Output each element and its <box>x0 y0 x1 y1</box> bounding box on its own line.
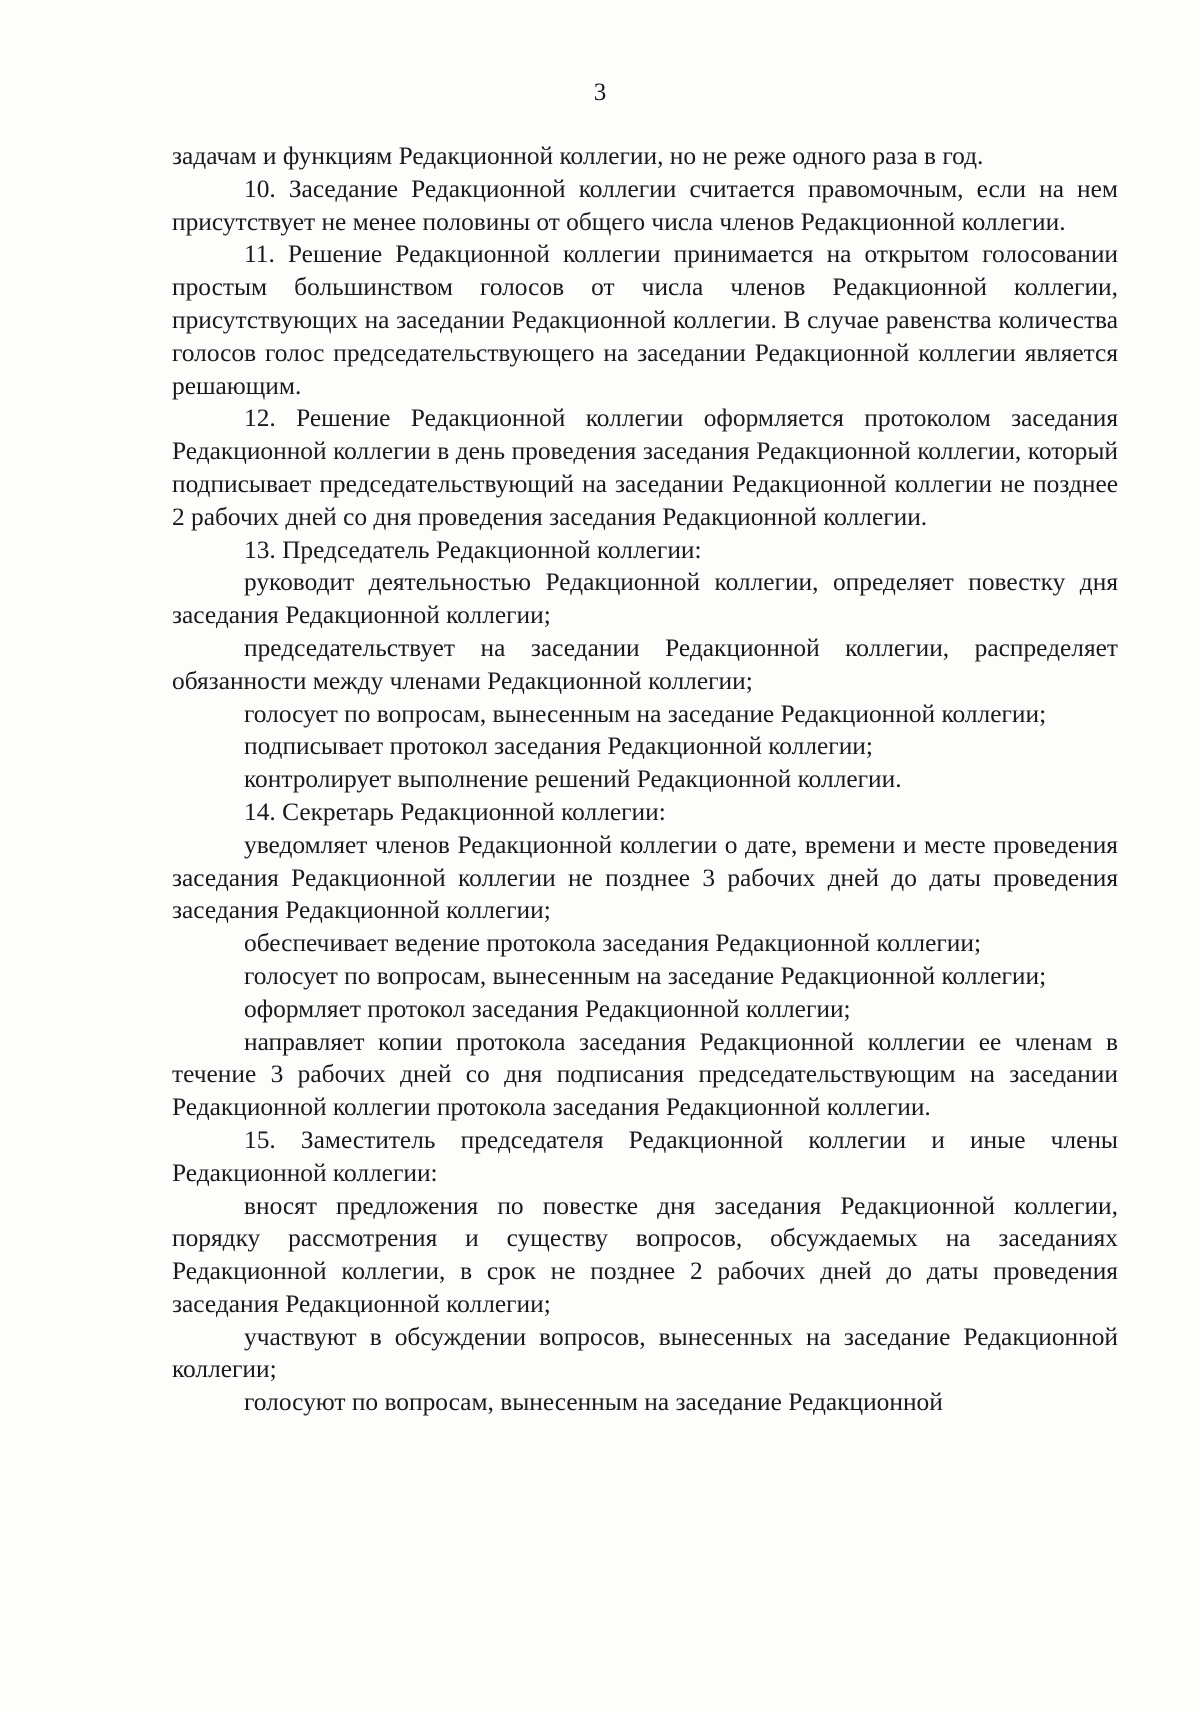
chairman-duty-5: контролирует выполнение решений Редакционной коллегии. <box>244 765 902 794</box>
secretary-duty-4: оформляет протокол заседания Редакционной коллегии; <box>244 994 851 1023</box>
paragraph-continuation: задачам и функциям Редакционной коллегии, но не реже одного раза в год. <box>172 142 984 170</box>
clause-15-heading: 15. Заместитель председателя Редакционной коллегии и иные члены Редакционной коллегии: <box>172 1125 1118 1187</box>
member-duty-3: голосуют по вопросам, вынесенным на заседание Редакционной <box>244 1388 943 1417</box>
member-duty-2: участвуют в обсуждении вопросов, вынесенных на заседание Редакционной коллегии; <box>172 1322 1118 1384</box>
chairman-duty-3: голосует по вопросам, вынесенным на заседание Редакционной коллегии; <box>244 699 1047 728</box>
secretary-duty-3: голосует по вопросам, вынесенным на заседание Редакционной коллегии; <box>244 961 1047 990</box>
chairman-duty-4: подписывает протокол заседания Редакционной коллегии; <box>244 732 873 761</box>
chairman-duty-1: руководит деятельностью Редакционной коллегии, определяет повестку дня заседания Редакционной коллегии; <box>172 568 1118 630</box>
clause-11: 11. Решение Редакционной коллегии принимается на открытом голосовании простым большинством голосов от числа членов Редакционной коллегии, присутствующих на заседании Редакционной коллегии. В случае равенства количества голосов голос председательствующего на заседании Редакционной коллегии является решающим. <box>172 240 1118 400</box>
page-number: 3 <box>593 79 607 106</box>
chairman-duty-2: председательствует на заседании Редакционной коллегии, распределяет обязанности между членами Редакционной коллегии; <box>172 633 1118 695</box>
document-body <box>172 140 1118 1419</box>
member-duty-1: вносят предложения по повестке дня заседания Редакционной коллегии, порядку рассмотрения и существу вопросов, обсуждаемых на заседаниях Редакционной коллегии, в срок не позднее 2 рабочих дней до даты проведения заседания Редакционной коллегии; <box>172 1191 1118 1318</box>
secretary-duty-5: направляет копии протокола заседания Редакционной коллегии ее членам в течение 3 рабочих дней со дня подписания председательствующим на заседании Редакционной коллегии протокола заседания Редакционной коллегии. <box>172 1027 1118 1122</box>
clause-12: 12. Решение Редакционной коллегии оформляется протоколом заседания Редакционной коллегии в день проведения заседания Редакционной коллегии, который подписывает председательствующий на заседании Редакционной коллегии не позднее 2 рабочих дней со дня проведения заседания Редакционной коллегии. <box>172 404 1118 531</box>
clause-13-heading: 13. Председатель Редакционной коллегии: <box>244 535 702 564</box>
secretary-duty-1: уведомляет членов Редакционной коллегии о дате, времени и месте проведения заседания Редакционной коллегии не позднее 3 рабочих дней до даты проведения заседания Редакционной коллегии; <box>172 830 1118 925</box>
clause-14-heading: 14. Секретарь Редакционной коллегии: <box>244 797 666 826</box>
clause-10: 10. Заседание Редакционной коллегии считается правомочным, если на нем присутствует не менее половины от общего числа членов Редакционной коллегии. <box>172 174 1118 236</box>
secretary-duty-2: обеспечивает ведение протокола заседания Редакционной коллегии; <box>244 929 982 958</box>
